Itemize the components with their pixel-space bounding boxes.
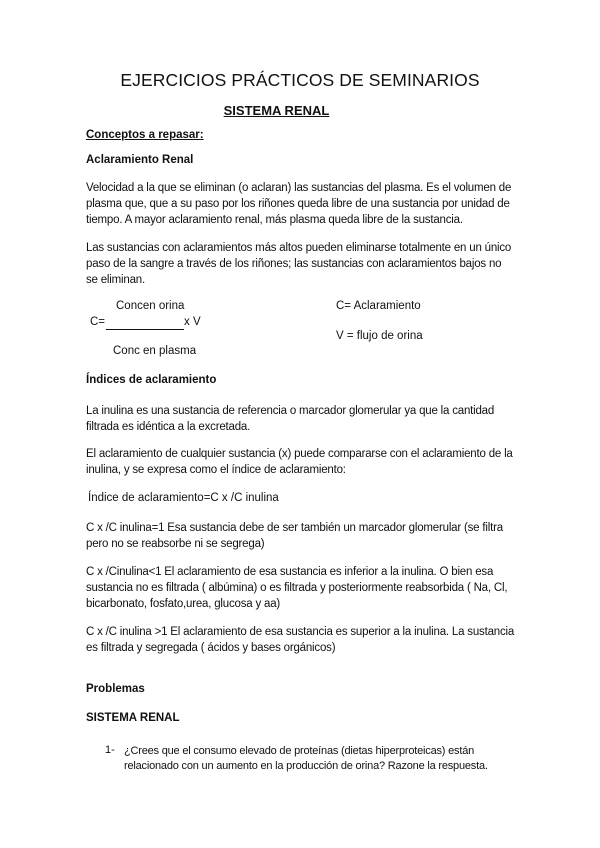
section-heading-sistema-renal: SISTEMA RENAL bbox=[86, 712, 180, 724]
question-number: 1- bbox=[105, 744, 115, 756]
paragraph-ratio-equal: C x /C inulina=1 Esa sustancia debe de ser también un marcador glomerular (se filtra pero no se reabsorbe ni se segrega) bbox=[86, 522, 503, 550]
page-title: EJERCICIOS PRÁCTICOS DE SEMINARIOS bbox=[120, 70, 480, 90]
formula-legend-v: V = flujo de orina bbox=[336, 330, 423, 342]
paragraph-ratio-less: C x /Cinulina<1 El aclaramiento de esa sustancia es inferior a la inulina. O bien esa sustancia no es filtrada ( albúmina) o es filtrada y posteriormente reabsorbida ( Na, Cl, bicarbonato, fosfato,urea, glucosa y aa) bbox=[86, 566, 508, 610]
formula-legend-c: C= Aclaramiento bbox=[336, 300, 421, 312]
paragraph-high-clearance: Las sustancias con aclaramientos más altos pueden eliminarse totalmente en un único paso de la sangre a través de los riñones; las sustancias con aclaramientos bajos no se eliminan. bbox=[86, 242, 512, 286]
section-heading-conceptos: Conceptos a repasar: bbox=[86, 129, 204, 141]
section-heading-indices: Índices de aclaramiento bbox=[86, 374, 217, 386]
section-heading-aclaramiento-renal: Aclaramiento Renal bbox=[86, 154, 194, 166]
section-heading-problemas: Problemas bbox=[86, 683, 145, 695]
page-subtitle: SISTEMA RENAL bbox=[223, 103, 330, 118]
paragraph-comparison: El aclaramiento de cualquier sustancia (x) puede compararse con el aclaramiento de la inulina, y se expresa como el índice de aclaramiento: bbox=[86, 448, 513, 476]
formula-fraction-line bbox=[106, 329, 184, 330]
formula-times-v: x V bbox=[184, 316, 201, 328]
clearance-index-formula: Índice de aclaramiento=C x /C inulina bbox=[88, 492, 279, 504]
paragraph-definition: Velocidad a la que se eliminan (o aclaran) las sustancias del plasma. Es el volumen de plasma que, que a su paso por los riñones queda libre de una sustancia por unidad de tiempo. A mayor aclaramiento renal, más plasma queda libre de la sustancia. bbox=[86, 182, 512, 226]
formula-denominator: Conc en plasma bbox=[113, 345, 197, 357]
formula-lhs: C= bbox=[90, 316, 106, 328]
paragraph-ratio-greater: C x /C inulina >1 El aclaramiento de esa sustancia es superior a la inulina. La sustancia es filtrada y segregada ( ácidos y bases orgánicos) bbox=[86, 626, 515, 654]
paragraph-inulina: La inulina es una sustancia de referencia o marcador glomerular ya que la cantidad filtrada es idéntica a la excretada. bbox=[86, 405, 495, 433]
question-text: ¿Crees que el consumo elevado de proteínas (dietas hiperproteicas) están relacionado con un aumento en la producción de orina? Razone la respuesta. bbox=[124, 745, 488, 772]
formula-numerator: Concen orina bbox=[116, 300, 185, 312]
